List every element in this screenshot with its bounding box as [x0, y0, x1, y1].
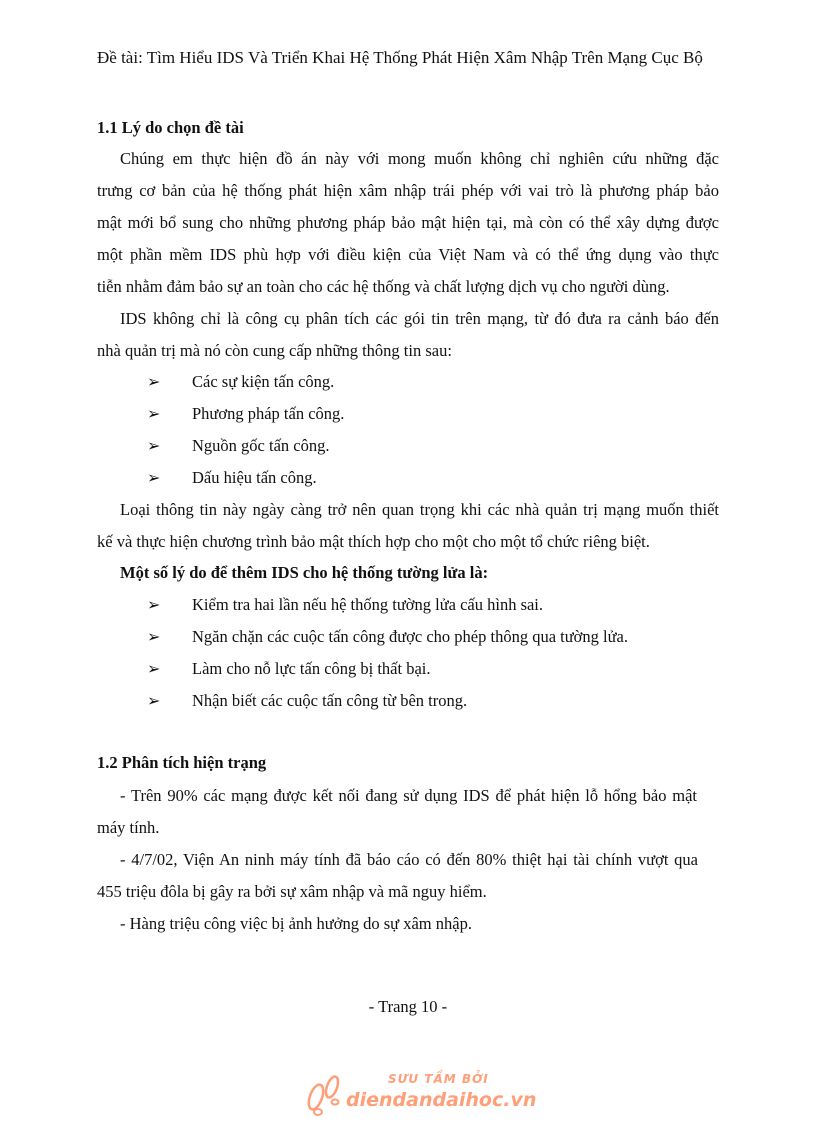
paragraph-line: tiễn nhằm đảm bảo sự an toàn cho các hệ thống và chất lượng dịch vụ cho người dùng. — [97, 277, 670, 296]
list-item: Nguồn gốc tấn công. — [192, 436, 330, 455]
paragraph-line: một phần mềm IDS phù hợp với điều kiện của Việt Nam và có thể ứng dụng vào thực — [97, 245, 719, 264]
paragraph-line: Chúng em thực hiện đồ án này với mong muốn không chỉ nghiên cứu những đặc — [120, 149, 719, 168]
watermark-site-text: diendandaihoc.vn — [346, 1089, 537, 1111]
arrow-bullet-icon: ➢ — [147, 438, 161, 455]
list-item: Làm cho nỗ lực tấn công bị thất bại. — [192, 659, 431, 678]
paragraph-line: IDS không chỉ là công cụ phân tích các gói tin trên mạng, từ đó đưa ra cảnh báo đến — [120, 309, 719, 328]
arrow-bullet-icon: ➢ — [147, 470, 161, 487]
section-1-heading: 1.1 Lý do chọn đề tài — [97, 118, 244, 137]
paragraph-line: - Hàng triệu công việc bị ảnh hưởng do sự xâm nhập. — [120, 914, 472, 933]
list-item: Các sự kiện tấn công. — [192, 372, 335, 391]
page-number: - Trang 10 - — [368, 997, 448, 1016]
arrow-bullet-icon: ➢ — [147, 597, 161, 614]
paragraph-line: trưng cơ bản của hệ thống phát hiện xâm nhập trái phép với vai trò là phương pháp bảo — [97, 181, 719, 200]
arrow-bullet-icon: ➢ — [147, 374, 161, 391]
watermark-logo — [296, 1067, 556, 1117]
paragraph-line: 455 triệu đôla bị gây ra bởi sự xâm nhập và mã nguy hiểm. — [97, 882, 487, 901]
paragraph-line: mật mới bổ sung cho những phương pháp bảo mật hiện tại, mà còn có thể xây dựng được — [97, 213, 719, 232]
reasons-subheading: Một số lý do để thêm IDS cho hệ thống tường lửa là: — [120, 563, 489, 582]
paragraph-line: Loại thông tin này ngày càng trở nên quan trọng khi các nhà quản trị mạng muốn thiết — [120, 500, 719, 519]
paragraph-line: - 4/7/02, Viện An ninh máy tính đã báo cáo có đến 80% thiệt hại tài chính vượt qua — [120, 850, 698, 869]
arrow-bullet-icon: ➢ — [147, 693, 161, 710]
section-2-heading: 1.2 Phân tích hiện trạng — [97, 753, 267, 772]
arrow-bullet-icon: ➢ — [147, 629, 161, 646]
watermark-top-text: SƯU TẦM BỞI — [388, 1072, 489, 1086]
list-item: Dấu hiệu tấn công. — [192, 468, 317, 487]
paragraph-line: nhà quản trị mà nó còn cung cấp những thông tin sau: — [97, 341, 452, 360]
arrow-bullet-icon: ➢ — [147, 661, 161, 678]
list-item: Phương pháp tấn công. — [192, 404, 345, 423]
list-item: Nhận biết các cuộc tấn công từ bên trong. — [192, 691, 468, 710]
paragraph-line: - Trên 90% các mạng được kết nối đang sử dụng IDS để phát hiện lỗ hổng bảo mật — [120, 786, 697, 805]
paragraph-line: kế và thực hiện chương trình bảo mật thích hợp cho một cho một tổ chức riêng biệt. — [97, 532, 650, 551]
arrow-bullet-icon: ➢ — [147, 406, 161, 423]
page-header: Đề tài: Tìm Hiểu IDS Và Triển Khai Hệ Thống Phát Hiện Xâm Nhập Trên Mạng Cục Bộ — [97, 48, 703, 67]
paragraph-line: máy tính. — [97, 818, 160, 837]
list-item: Ngăn chặn các cuộc tấn công được cho phép thông qua tường lửa. — [192, 627, 629, 646]
list-item: Kiểm tra hai lần nếu hệ thống tường lửa cấu hình sai. — [192, 595, 544, 614]
